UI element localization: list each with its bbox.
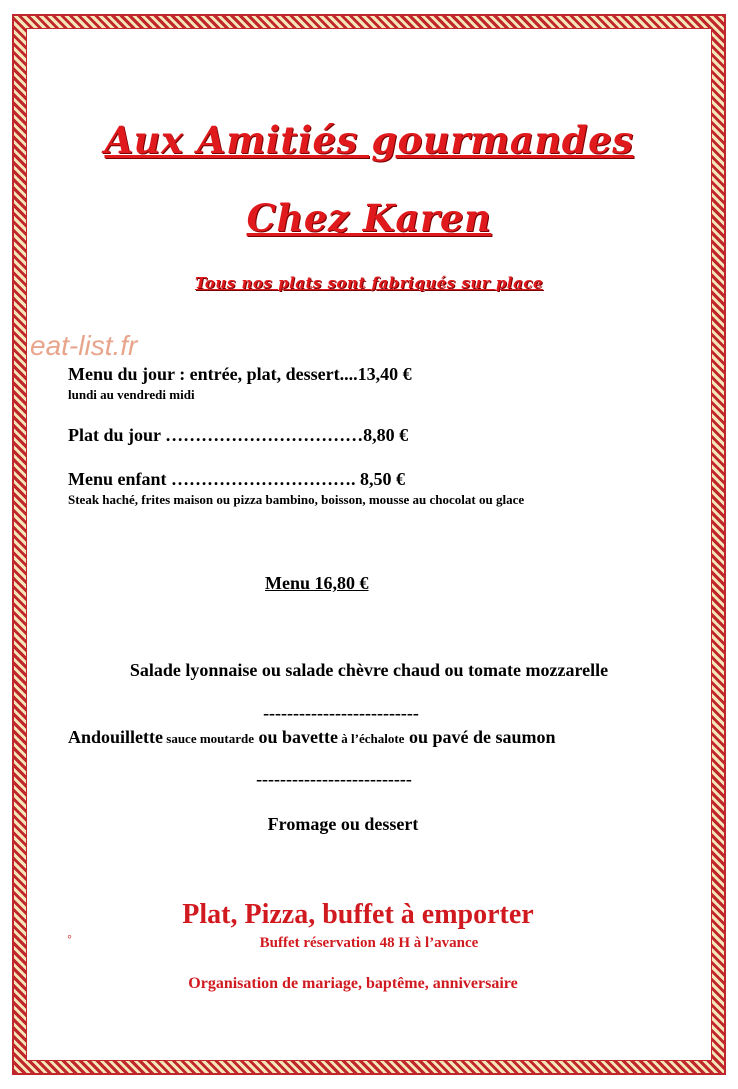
menu-enfant: Menu enfant …………………………. 8,50 €: [68, 469, 405, 489]
menu-du-jour: Menu du jour : entrée, plat, dessert....13,40 €: [68, 364, 412, 384]
mains-bavette: ou bavette: [254, 727, 339, 747]
mains: [68, 727, 555, 748]
mains-echalote: à l’échalote: [338, 731, 405, 746]
mains-sauce: sauce moutarde: [163, 731, 255, 746]
restaurant-name: Aux Amitiés gourmandes: [104, 118, 634, 162]
takeaway-headline: Plat, Pizza, buffet à emporter: [182, 899, 534, 930]
starters: Salade lyonnaise ou salade chèvre chaud ou tomate mozzarelle: [129, 660, 609, 680]
mains-andouillette: Andouillette: [68, 727, 164, 747]
bullet-icon: ◦: [67, 930, 72, 945]
menu-enfant-note: Steak haché, frites maison ou pizza bambino, boisson, mousse au chocolat ou glace: [68, 492, 525, 507]
dessert: Fromage ou dessert: [267, 814, 419, 834]
menu-du-jour-note: lundi au vendredi midi: [68, 387, 195, 402]
menu-title: Menu 16,80 €: [265, 573, 369, 593]
mains-saumon: ou pavé de saumon: [404, 727, 556, 747]
separator: --------------------------: [256, 769, 412, 789]
tagline: Tous nos plats sont fabriqués sur place: [194, 274, 544, 292]
separator: --------------------------: [263, 703, 419, 723]
buffet-reservation: Buffet réservation 48 H à l’avance: [259, 935, 479, 951]
restaurant-subtitle: Chez Karen: [246, 196, 492, 240]
events-organisation: Organisation de mariage, baptême, anniversaire: [188, 975, 518, 992]
plat-du-jour: Plat du jour ……………………………8,80 €: [68, 425, 409, 445]
watermark: eat-list.fr: [30, 330, 138, 361]
